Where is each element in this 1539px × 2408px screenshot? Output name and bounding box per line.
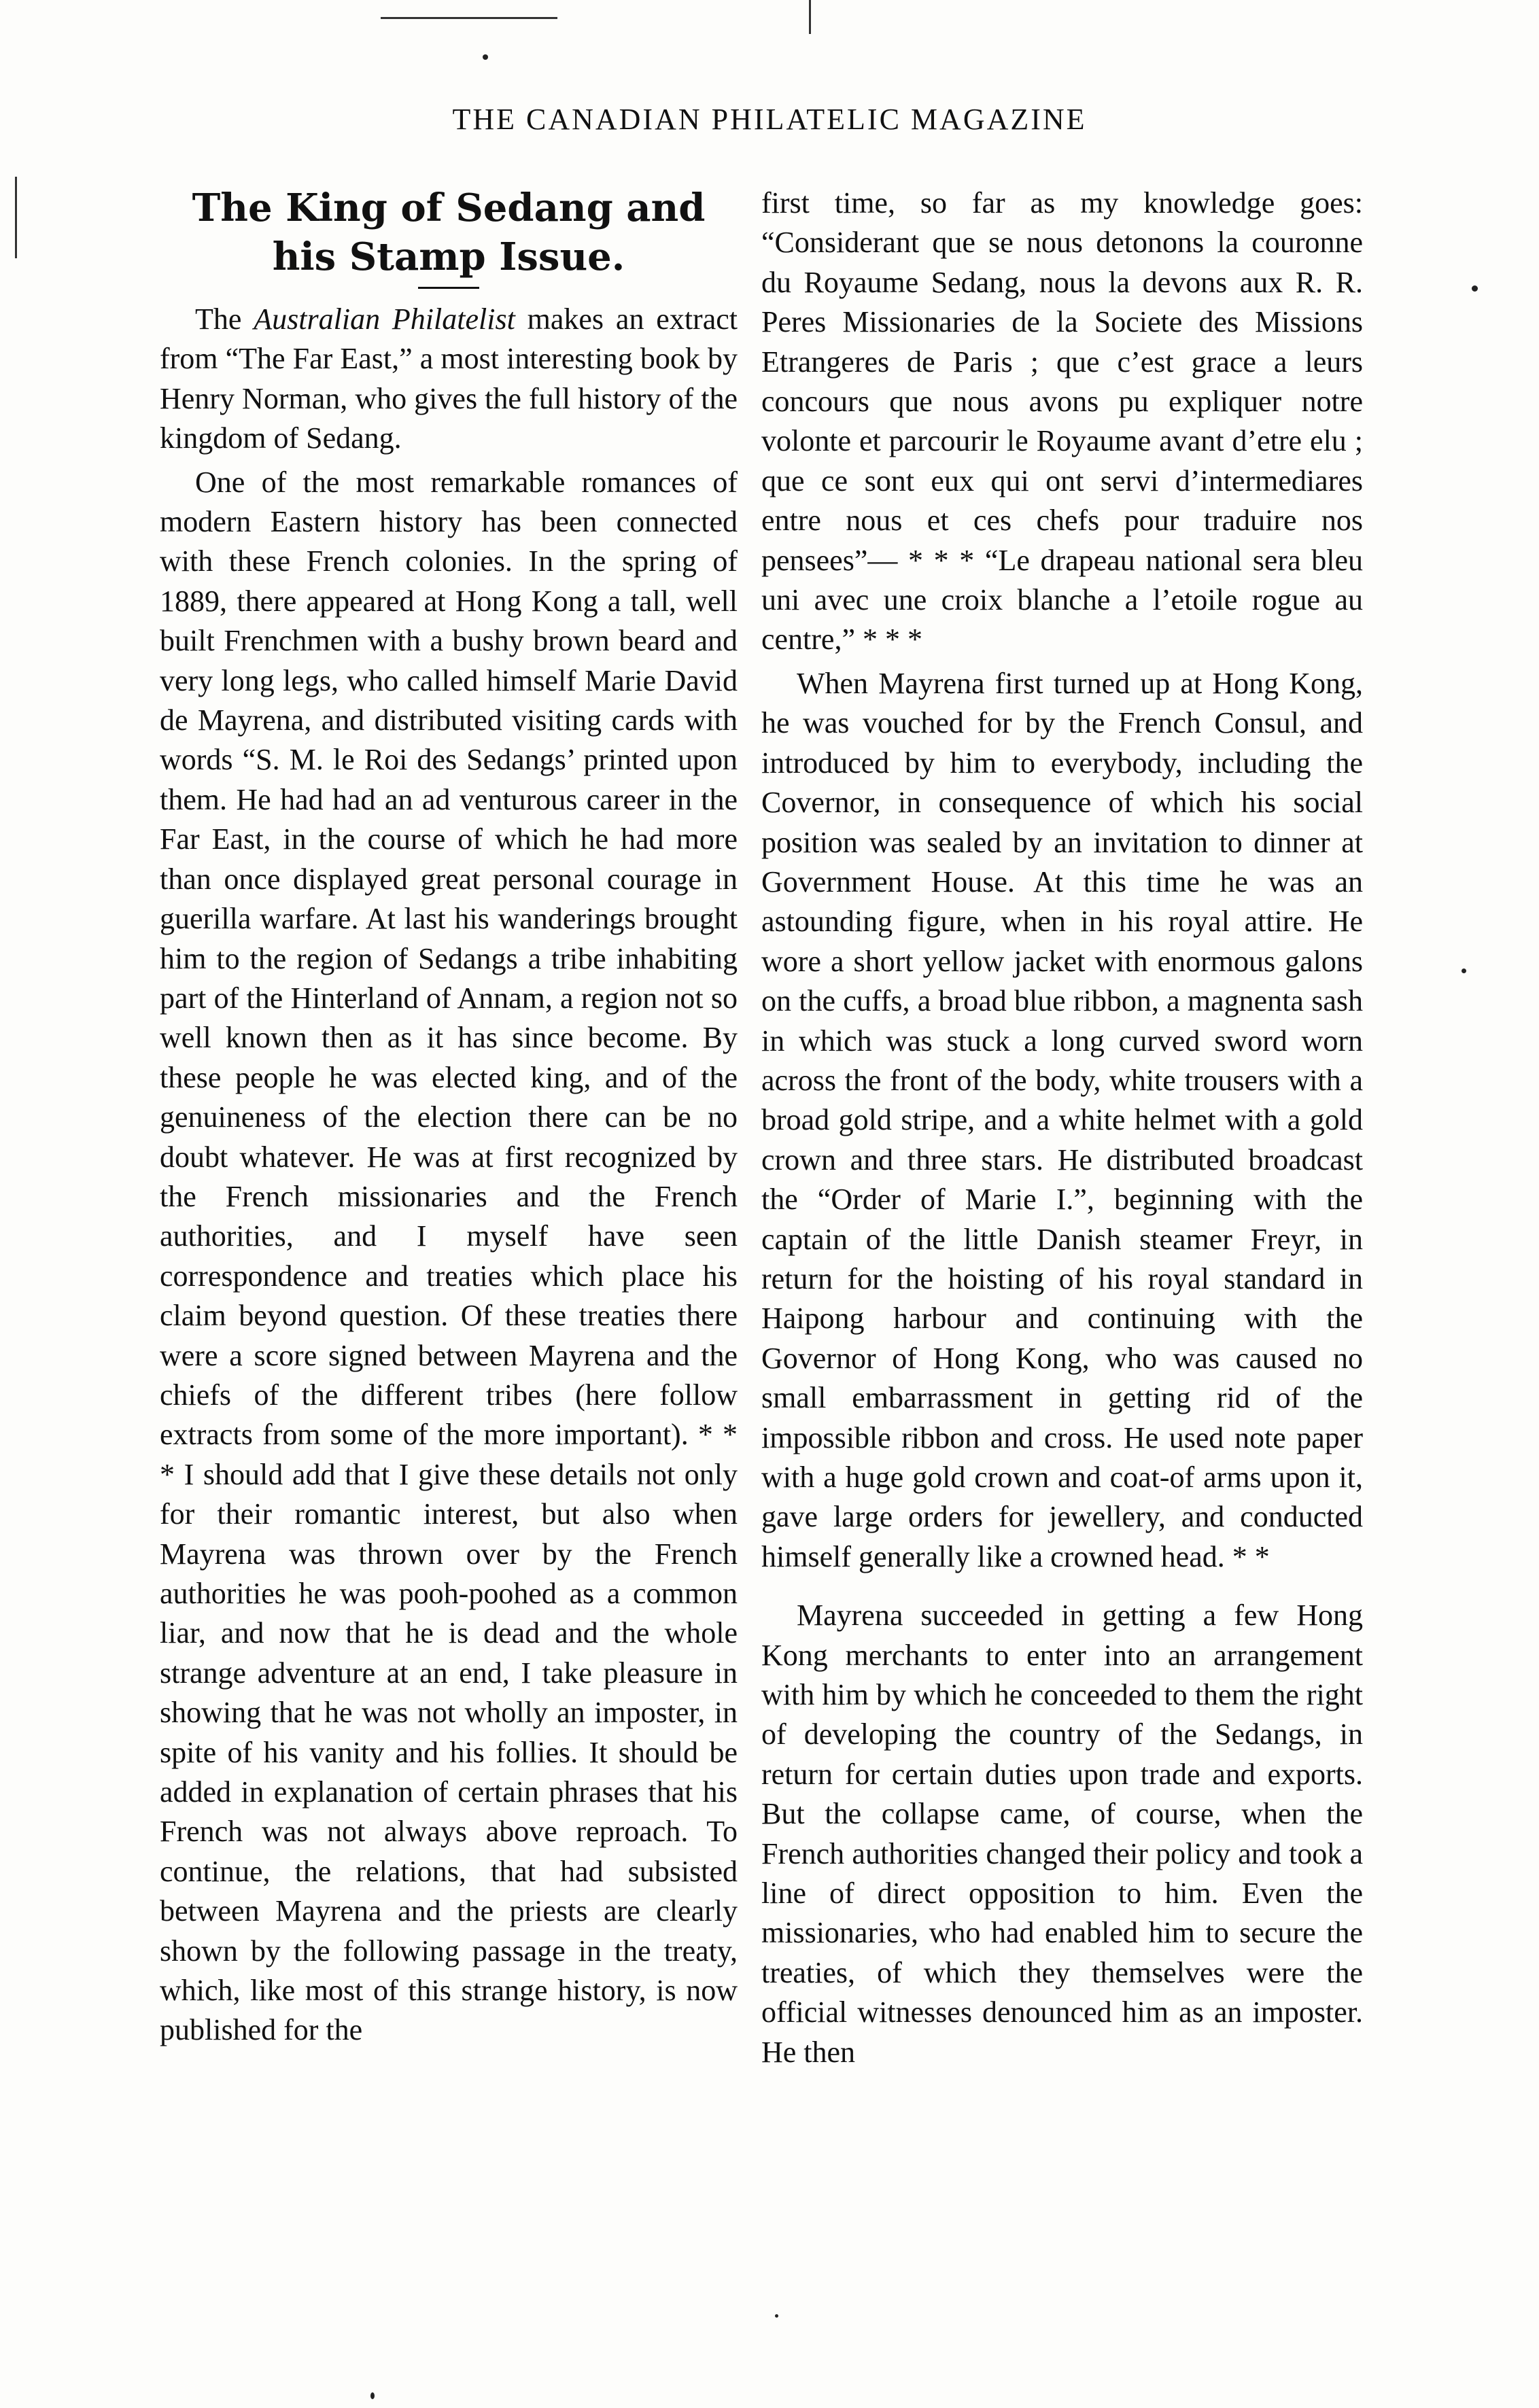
- title-rule: [418, 287, 479, 289]
- title-line-1: The King of Sedang and: [192, 186, 706, 230]
- body-paragraph-right-1: first time, so far as my knowledge goes: “Considerant que se nous detonons la couronne du Royaume Sedang, nous la devons aux R. R. Peres Missionaries de la Societe des Missions Etrangeres de Paris ; que c’est grace a leurs concours que nous avons pu expliquer notre volonte et parcourir le Royaume avant d’etre elu ; que ce sont eux qui ont servi d’intermediares entre nous et ces chefs pour traduire nos pensees”— * * * “Le drapeau national sera bleu uni avec une croix blanche a l’etoile rogue au centre,” * * *: [761, 186, 1363, 657]
- intro-pre: The: [195, 302, 254, 336]
- scan-speck: [1472, 285, 1478, 292]
- scan-speck: [1462, 969, 1466, 973]
- body-paragraph-left-2: One of the most remarkable romances of modern Eastern history has been connected with these French colonies. In the spring of 1889, there appeared at Hong Kong a tall, well built Frenchmen with a bushy brown beard and very long legs, who called himself Marie David de Mayrena, and distributed visiting cards with words “S. M. le Roi des Sedangs’ printed upon them. He had had an ad venturous career in the Far East, in the course of which he had more than once displayed great personal courage in guerilla warfare. At last his wanderings brought him to the region of Sedangs a tribe inhabiting part of the Hinterland of Annam, a region not so well known then as it has since become. By these people he was elected king, and of the genuineness of the election there can be no doubt whatever. He was at first recognized by the French missionaries and the French authorities, and I myself have seen correspondence and treaties which place his claim beyond question. Of these treaties there were a score signed between Mayrena and the chiefs of the different tribes (here follow extracts from some of the more important). * * * I should add that I give these details not only for their romantic interest, but also when Mayrena was thrown over by the French authorities he was pooh-poohed as a common liar, and now that he is dead and the whole strange adventure at an end, I take pleasure in showing that he was not wholly an imposter, in spite of his vanity and his follies. It should be added in explanation of certain phrases that his French was not always above reproach. To continue, the relations, that had subsisted between Mayrena and the priests are clearly shown by the following passage in the treaty, which, like most of this strange history, is now published for the: [160, 465, 738, 2047]
- scan-speck: [483, 54, 488, 60]
- title-line-2: his Stamp Issue.: [272, 234, 625, 279]
- intro-paragraph: [160, 300, 738, 459]
- intro-post: makes an extract from “The Far East,” a most interesting book by Henry Norman, who gives the full history of the kingdom of Sedang.: [160, 302, 738, 455]
- running-head: THE CANADIAN PHILATELIC MAGAZINE: [452, 103, 1087, 136]
- intro-source: Australian Philatelist: [254, 302, 515, 336]
- scan-edge-mark-left: [15, 177, 17, 258]
- scan-speck: [370, 2392, 375, 2399]
- scan-edge-mark-top: [381, 17, 557, 19]
- scan-speck: [775, 2314, 778, 2318]
- body-paragraph-right-3: Mayrena succeeded in getting a few Hong Kong merchants to enter into an arrangement with him by which he conceeded to them the right of developing the country of the Sedangs, in return for certain duties upon trade and exports. But the collapse came, of course, when the French authorities changed their policy and took a line of direct opposition to him. Even the missionaries, who had enabled him to secure the treaties, of which they themselves were the official witnesses denounced him as an imposter. He then: [761, 1599, 1363, 2069]
- scan-edge-mark-top-2: [809, 0, 811, 34]
- body-paragraph-right-2: When Mayrena first turned up at Hong Kong, he was vouched for by the French Consul, and introduced by him to everybody, including the Covernor, in consequence of which his social position was sealed by an invitation to dinner at Government House. At this time he was an astounding figure, when in his royal attire. He wore a short yellow jacket with enormous galons on the cuffs, a broad blue ribbon, a magnenta sash in which was stuck a long curved sword worn across the front of the body, white trousers with a broad gold stripe, and a white helmet with a gold crown and three stars. He distributed broadcast the “Order of Marie I.”, beginning with the captain of the little Danish steamer Freyr, in return for the hoisting of his royal standard in Haipong harbour and continuing with the Governor of Hong Kong, who was caused no small embarrassment in getting rid of the impossible ribbon and cross. He used note paper with a huge gold crown and coat-of arms upon it, gave large orders for jewellery, and conducted himself generally like a crowned head. * *: [761, 666, 1363, 1573]
- left-column: [160, 184, 738, 2051]
- article-title: [160, 184, 738, 281]
- right-column: [761, 184, 1363, 2072]
